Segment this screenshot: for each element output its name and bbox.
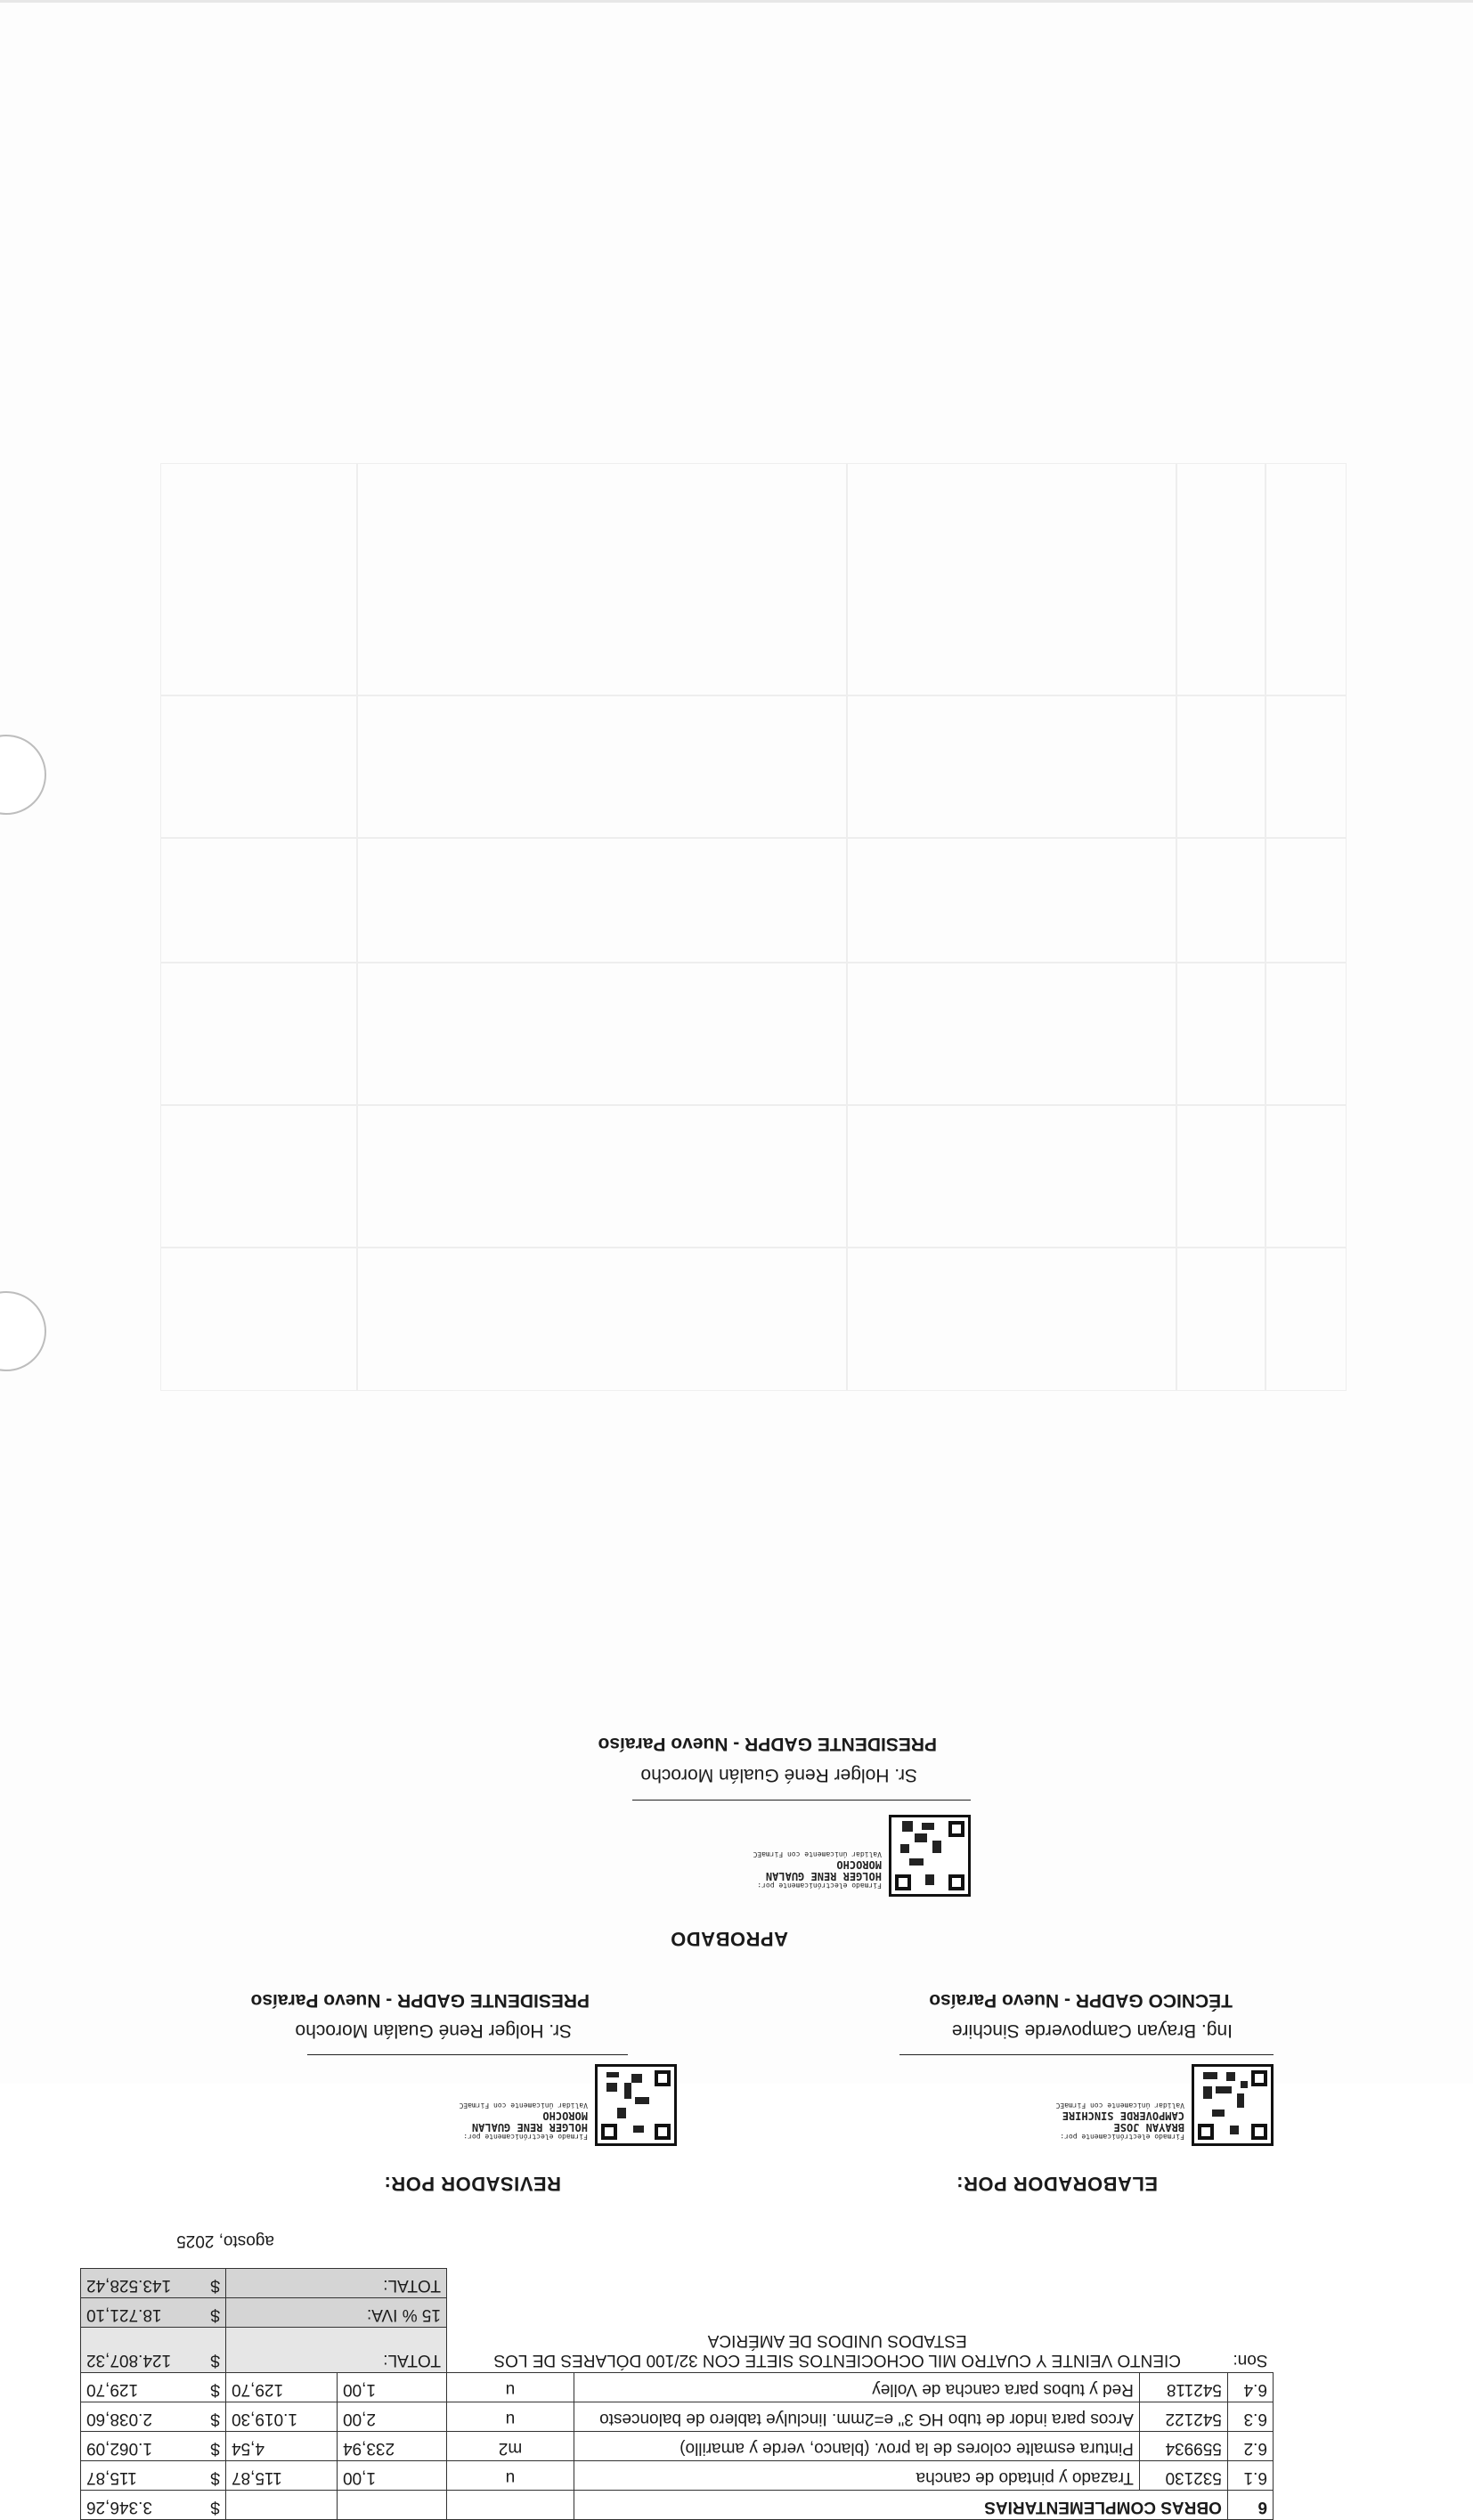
summary-row: [81, 2269, 1274, 2298]
punch-hole-top: [0, 735, 46, 815]
item-qty: 1,00: [338, 2461, 447, 2491]
signer-name: Sr. Holger René Gualán Morocho: [296, 2020, 573, 2041]
qr-code-icon: [1192, 2064, 1274, 2146]
item-qty: 2,00: [338, 2402, 447, 2432]
qr-code-icon: [889, 1815, 971, 1897]
document-date: agosto, 2025: [176, 2231, 274, 2250]
electronic-signature-1: [1056, 2101, 1185, 2141]
item-no: 6.2: [1227, 2432, 1273, 2461]
iva-label: 15 % IVA:: [226, 2298, 447, 2328]
summary-row: [81, 2328, 1274, 2373]
item-unit: u: [447, 2373, 574, 2402]
item-description: Pintura esmalte colores de la prov. (blanco, verde y amarillo): [574, 2432, 1140, 2461]
item-total: 115,87: [81, 2461, 199, 2491]
revisado-label: REVISADOR POR:: [384, 2172, 561, 2195]
item-total: 129,70: [81, 2373, 199, 2402]
table-row: [81, 2373, 1274, 2402]
summary-row: [81, 2298, 1274, 2328]
item-currency: $: [199, 2461, 226, 2491]
signature-line: [899, 2054, 1274, 2055]
item-currency: $: [199, 2432, 226, 2461]
item-currency: $: [199, 2373, 226, 2402]
punch-hole-bottom: [0, 1291, 46, 1371]
item-unit: u: [447, 2461, 574, 2491]
grand-total-label: TOTAL:: [226, 2269, 447, 2298]
table-row: [81, 2432, 1274, 2461]
signer-name: Sr. Holger René Gualán Morocho: [641, 1764, 918, 1785]
iva-value: 18.721,10: [81, 2298, 199, 2328]
item-unit-price: 4,54: [226, 2432, 338, 2461]
esign-name-line-1: HOLGER RENE GUALAN: [753, 1870, 883, 1882]
son-label: Son:: [1227, 2328, 1273, 2373]
item-unit-price: 115,87: [226, 2461, 338, 2491]
section-row: [81, 2491, 1274, 2520]
grand-total-currency: $: [199, 2269, 226, 2298]
item-qty: 1,00: [338, 2373, 447, 2402]
esign-header: Firmado electrónicamente por:: [460, 2133, 589, 2141]
esign-footer: Validar únicamente con FirmaEC: [460, 2101, 589, 2109]
item-code: 559934: [1139, 2432, 1227, 2461]
item-code: 542122: [1139, 2402, 1227, 2432]
grand-total-value: 143.528,42: [81, 2269, 199, 2298]
item-unit-price: 129,70: [226, 2373, 338, 2402]
esign-name-line-2: CAMPOVERDE SINCHIRE: [1056, 2109, 1185, 2121]
electronic-signature-3: [753, 1850, 883, 1890]
esign-name-line-1: BRAYAN JOSE: [1056, 2121, 1185, 2133]
signature-line: [307, 2054, 628, 2055]
item-description: Trazado y pintado de cancha: [574, 2461, 1140, 2491]
item-unit: m2: [447, 2432, 574, 2461]
section-total: 3.346,26: [81, 2491, 199, 2520]
item-code: 532130: [1139, 2461, 1227, 2491]
subtotal-value: 124.807,32: [81, 2328, 199, 2373]
item-no: 6.4: [1227, 2373, 1273, 2402]
esign-footer: Validar únicamente con FirmaEC: [1056, 2101, 1185, 2109]
item-qty: 233,94: [338, 2432, 447, 2461]
section-qty-blank: [338, 2491, 447, 2520]
signer-role: PRESIDENTE GADPR - Nuevo Paraíso: [251, 1989, 590, 2011]
upside-down-content: [80, 1532, 1274, 2520]
section-code: 6: [1227, 2491, 1273, 2520]
elaborado-label: ELABORADOR POR:: [956, 2172, 1158, 2195]
aprobado-label: APROBADO: [671, 1927, 788, 1950]
subtotal-currency: $: [199, 2328, 226, 2373]
signature-line: [632, 1800, 971, 1801]
item-currency: $: [199, 2402, 226, 2432]
signer-role: PRESIDENTE GADPR - Nuevo Paraíso: [598, 1733, 937, 1754]
item-unit-price: 1.019,30: [226, 2402, 338, 2432]
item-description: Red y tubos para cancha de Volley: [574, 2373, 1140, 2402]
esign-header: Firmado electrónicamente por:: [1056, 2133, 1185, 2141]
summary-spacer: [447, 2269, 1274, 2298]
section-unit-blank: [447, 2491, 574, 2520]
subtotal-label: TOTAL:: [226, 2328, 447, 2373]
section-title: OBRAS COMPLEMENTARIAS: [574, 2491, 1228, 2520]
item-unit: u: [447, 2402, 574, 2432]
scan-edge: [0, 0, 1473, 3]
item-total: 1.062,09: [81, 2432, 199, 2461]
budget-table: [80, 2269, 1274, 2520]
item-code: 542118: [1139, 2373, 1227, 2402]
show-through: [160, 463, 1345, 1389]
item-total: 2.038,60: [81, 2402, 199, 2432]
signer-role: TÉCNICO GADPR - Nuevo Paraíso: [929, 1989, 1233, 2011]
section-currency: $: [199, 2491, 226, 2520]
iva-currency: $: [199, 2298, 226, 2328]
item-no: 6.3: [1227, 2402, 1273, 2432]
table-row: [81, 2461, 1274, 2491]
esign-name-line-1: HOLGER RENE GUALAN: [460, 2121, 589, 2133]
esign-name-line-2: MOROCHO: [460, 2109, 589, 2121]
esign-name-line-2: MOROCHO: [753, 1858, 883, 1870]
esign-header: Firmado electrónicamente por:: [753, 1882, 883, 1890]
item-description: Arcos para indor de tubo HG 3" e=2mm. Iinclulye tablero de baloncesto: [574, 2402, 1140, 2432]
summary-spacer: [447, 2298, 1274, 2328]
esign-footer: Validar únicamente con FirmaEC: [753, 1850, 883, 1858]
section-price-blank: [226, 2491, 338, 2520]
amount-in-words: CIENTO VEINTE Y CUATRO MIL OCHOCIENTOS SIETE CON 32/100 DÓLARES DE LOS ESTADOS UNIDOS DE AMÉRICA: [447, 2328, 1228, 2373]
electronic-signature-2: [460, 2101, 589, 2141]
qr-code-icon: [595, 2064, 677, 2146]
table-row: [81, 2402, 1274, 2432]
item-no: 6.1: [1227, 2461, 1273, 2491]
signer-name: Ing. Brayan Campoverde Sinchire: [952, 2020, 1233, 2041]
